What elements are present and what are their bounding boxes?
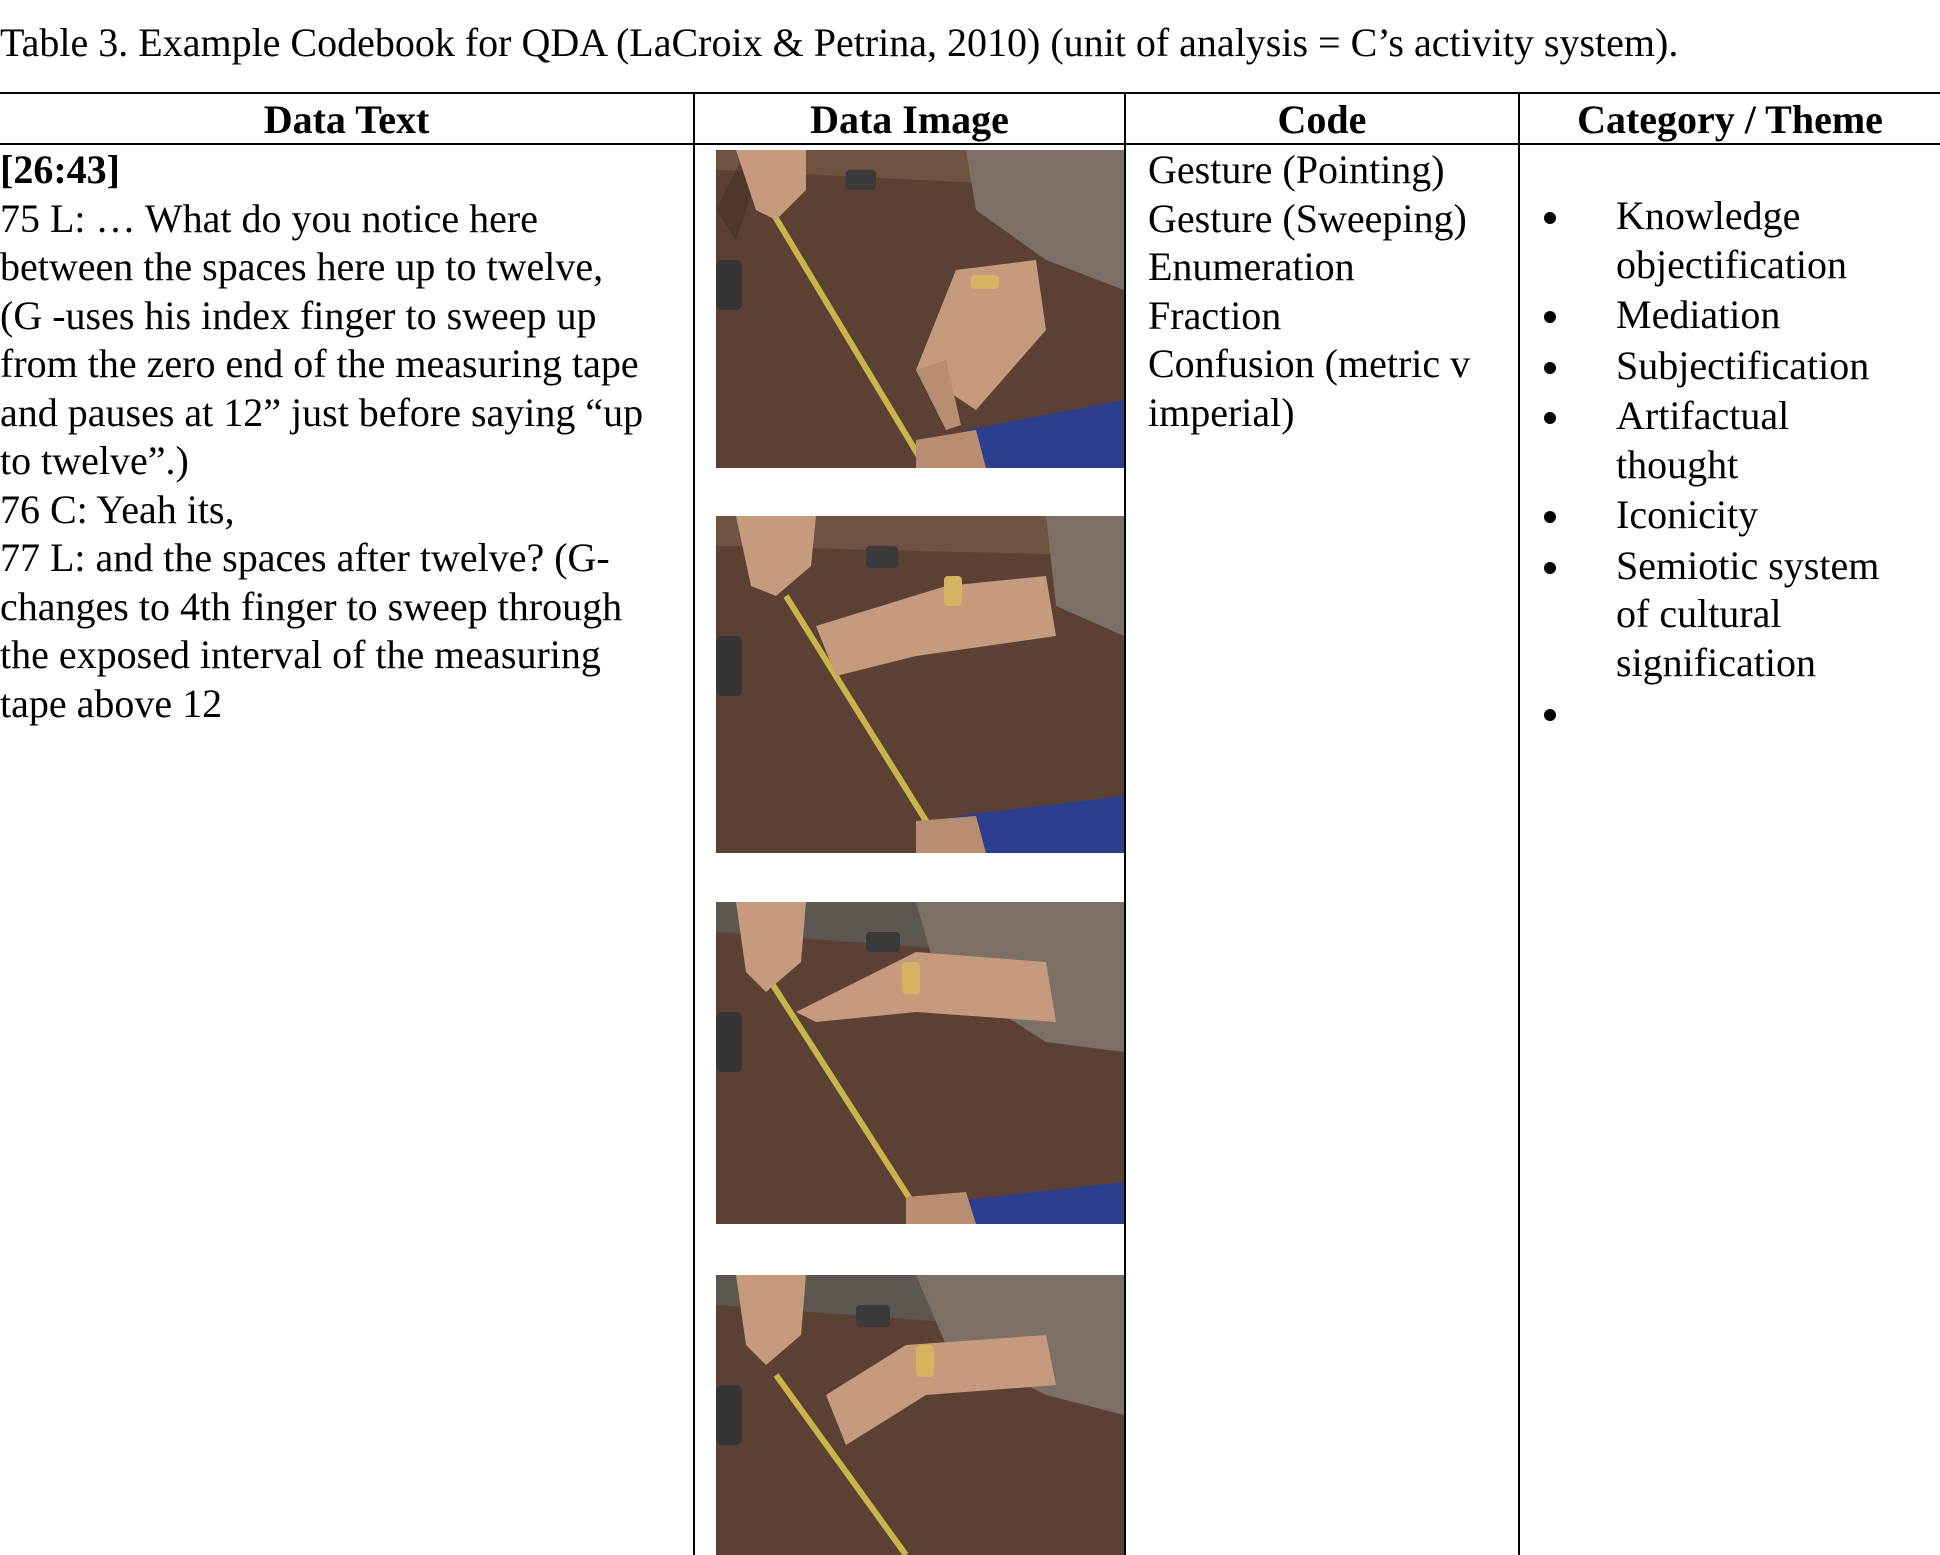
code-item: imperial) bbox=[1148, 389, 1295, 435]
bullet-icon bbox=[1544, 709, 1556, 721]
video-frame-1 bbox=[716, 150, 1124, 468]
header-data-image: Data Image bbox=[810, 97, 1009, 142]
code-item: Gesture (Pointing) bbox=[1148, 147, 1445, 192]
header-data-text: Data Text bbox=[263, 97, 430, 142]
header-code: Code bbox=[1277, 97, 1367, 142]
transcript-timestamp: [26:43] bbox=[0, 147, 120, 192]
code-item: Fraction bbox=[1148, 292, 1282, 338]
transcript-line: (G -uses his index finger to sweep up bbox=[0, 292, 597, 338]
transcript-line: and pauses at 12” just before saying “up bbox=[0, 389, 644, 435]
transcript-line: 75 L: … What do you notice here bbox=[0, 195, 539, 241]
code-item: Confusion (metric v bbox=[1148, 341, 1471, 386]
bullet-icon bbox=[1544, 311, 1556, 323]
transcript-line: from the zero end of the measuring tape bbox=[0, 341, 639, 386]
bullet-icon bbox=[1544, 412, 1556, 424]
column-divider-3 bbox=[1518, 92, 1520, 1555]
transcript-line: tape above 12 bbox=[0, 680, 223, 726]
category-item: Knowledge objectification bbox=[1540, 192, 1940, 289]
header-category-theme: Category / Theme bbox=[1577, 97, 1883, 142]
transcript-line: between the spaces here up to twelve, bbox=[0, 244, 604, 289]
transcript-line: the exposed interval of the measuring bbox=[0, 632, 601, 677]
category-item: Subjectification bbox=[1540, 342, 1940, 391]
category-item: Artifactual thought bbox=[1540, 392, 1940, 489]
category-item: Iconicity bbox=[1540, 491, 1940, 540]
transcript-line: changes to 4th finger to sweep through bbox=[0, 583, 623, 629]
bullet-icon bbox=[1544, 362, 1556, 374]
video-frame-4 bbox=[716, 1275, 1124, 1555]
video-frame-3 bbox=[716, 902, 1124, 1224]
category-item: Semiotic system of cultural signification bbox=[1540, 542, 1940, 688]
code-cell bbox=[1148, 146, 1518, 437]
transcript-line: 77 L: and the spaces after twelve? (G- bbox=[0, 535, 610, 580]
code-item: Enumeration bbox=[1148, 244, 1355, 289]
category-item: Mediation bbox=[1540, 291, 1940, 340]
column-divider-1 bbox=[693, 92, 695, 1555]
transcript-line: to twelve”.) bbox=[0, 438, 189, 483]
category-item-empty bbox=[1540, 689, 1940, 737]
table-caption: Table 3. Example Codebook for QDA (LaCroix & Petrina, 2010) (unit of analysis = C’s activity system). bbox=[0, 20, 1679, 65]
data-text-cell bbox=[0, 146, 690, 728]
column-divider-2 bbox=[1124, 92, 1126, 1555]
bullet-icon bbox=[1544, 511, 1556, 523]
bullet-icon bbox=[1544, 562, 1556, 574]
transcript-line: 76 C: Yeah its, bbox=[0, 486, 235, 532]
video-frame-2 bbox=[716, 516, 1124, 853]
bullet-icon bbox=[1544, 212, 1556, 224]
category-list bbox=[1540, 192, 1940, 739]
code-item: Gesture (Sweeping) bbox=[1148, 195, 1467, 241]
